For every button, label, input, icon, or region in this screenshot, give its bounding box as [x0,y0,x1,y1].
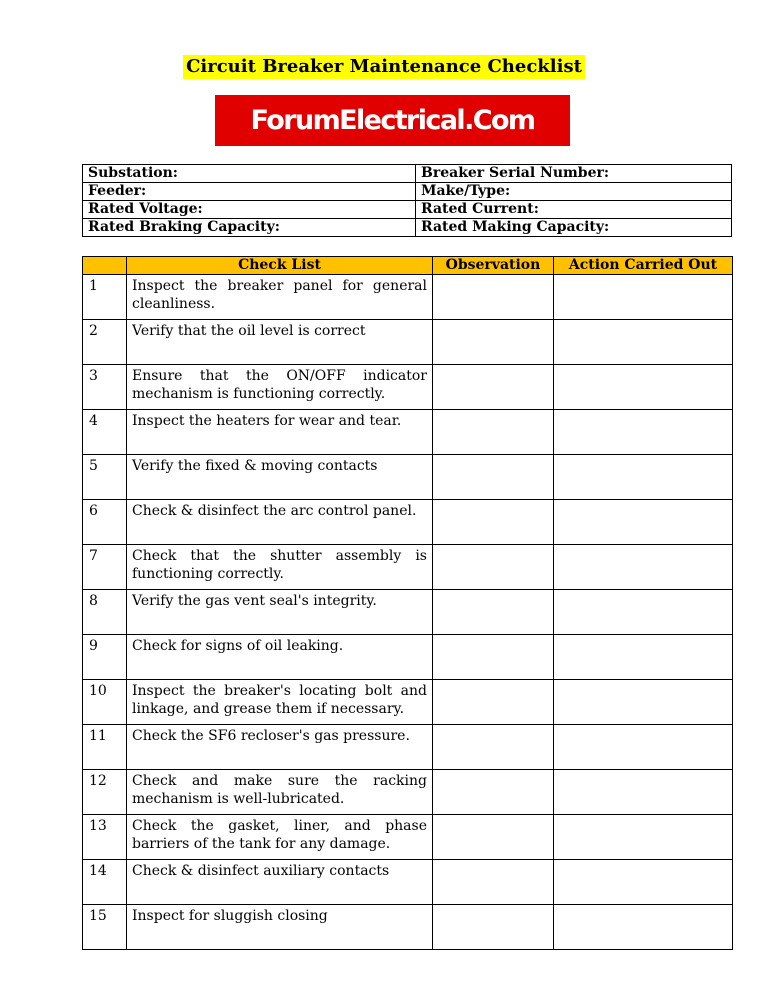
action-cell[interactable] [554,410,733,455]
item-number: 2 [83,320,127,365]
forumelectrical-logo: ForumElectrical.Com [215,95,570,146]
observation-cell[interactable] [433,275,554,320]
checklist-row [83,635,733,680]
observation-cell[interactable] [433,635,554,680]
item-text: Verify that the oil level is correct [127,320,433,365]
info-label-right: Rated Making Capacity: [416,219,732,237]
action-column-header: Action Carried Out [554,257,733,275]
checklist-column-header: Check List [127,257,433,275]
action-cell[interactable] [554,815,733,860]
observation-cell[interactable] [433,545,554,590]
item-text: Check that the shutter assembly is functioning correctly. [127,545,433,590]
info-row [83,165,732,183]
item-number: 13 [83,815,127,860]
info-row [83,201,732,219]
info-label-left: Substation: [83,165,416,183]
action-cell[interactable] [554,635,733,680]
item-text: Inspect for sluggish closing [127,905,433,950]
checklist-row [83,410,733,455]
checklist-row [83,320,733,365]
info-label-right: Make/Type: [416,183,732,201]
checklist-row [83,500,733,545]
checklist-row [83,905,733,950]
observation-cell[interactable] [433,725,554,770]
action-cell[interactable] [554,905,733,950]
page-title: Circuit Breaker Maintenance Checklist [183,55,585,79]
action-cell[interactable] [554,320,733,365]
info-row [83,183,732,201]
action-cell[interactable] [554,500,733,545]
observation-column-header: Observation [433,257,554,275]
observation-cell[interactable] [433,815,554,860]
item-text: Inspect the breaker panel for general cleanliness. [127,275,433,320]
checklist-row [83,725,733,770]
item-number: 11 [83,725,127,770]
checklist-row [83,275,733,320]
item-number: 15 [83,905,127,950]
action-cell[interactable] [554,725,733,770]
item-text: Check for signs of oil leaking. [127,635,433,680]
observation-cell[interactable] [433,770,554,815]
item-number: 9 [83,635,127,680]
item-number: 7 [83,545,127,590]
checklist-row [83,365,733,410]
item-text: Ensure that the ON/OFF indicator mechanism is functioning correctly. [127,365,433,410]
item-text: Check the SF6 recloser's gas pressure. [127,725,433,770]
item-number: 3 [83,365,127,410]
action-cell[interactable] [554,545,733,590]
info-label-right: Breaker Serial Number: [416,165,732,183]
breaker-info-table [82,164,732,237]
item-number: 14 [83,860,127,905]
checklist-row [83,590,733,635]
action-cell[interactable] [554,770,733,815]
info-row [83,219,732,237]
observation-cell[interactable] [433,680,554,725]
item-text: Check & disinfect auxiliary contacts [127,860,433,905]
checklist-row [83,680,733,725]
item-number: 6 [83,500,127,545]
checklist-table [82,256,733,950]
number-column-header [83,257,127,275]
item-text: Check & disinfect the arc control panel. [127,500,433,545]
item-number: 5 [83,455,127,500]
item-number: 8 [83,590,127,635]
observation-cell[interactable] [433,410,554,455]
info-label-left: Rated Braking Capacity: [83,219,416,237]
item-text: Verify the fixed & moving contacts [127,455,433,500]
observation-cell[interactable] [433,860,554,905]
item-text: Inspect the breaker's locating bolt and linkage, and grease them if necessary. [127,680,433,725]
observation-cell[interactable] [433,500,554,545]
checklist-row [83,770,733,815]
action-cell[interactable] [554,275,733,320]
action-cell[interactable] [554,365,733,410]
observation-cell[interactable] [433,365,554,410]
info-label-left: Feeder: [83,183,416,201]
observation-cell[interactable] [433,905,554,950]
item-text: Check the gasket, liner, and phase barriers of the tank for any damage. [127,815,433,860]
checklist-row [83,455,733,500]
item-text: Inspect the heaters for wear and tear. [127,410,433,455]
item-text: Check and make sure the racking mechanism is well-lubricated. [127,770,433,815]
observation-cell[interactable] [433,590,554,635]
checklist-row [83,545,733,590]
info-label-left: Rated Voltage: [83,201,416,219]
action-cell[interactable] [554,860,733,905]
item-number: 4 [83,410,127,455]
action-cell[interactable] [554,455,733,500]
action-cell[interactable] [554,680,733,725]
observation-cell[interactable] [433,455,554,500]
item-number: 12 [83,770,127,815]
item-text: Verify the gas vent seal's integrity. [127,590,433,635]
action-cell[interactable] [554,590,733,635]
observation-cell[interactable] [433,320,554,365]
checklist-row [83,860,733,905]
checklist-row [83,815,733,860]
info-label-right: Rated Current: [416,201,732,219]
item-number: 10 [83,680,127,725]
item-number: 1 [83,275,127,320]
